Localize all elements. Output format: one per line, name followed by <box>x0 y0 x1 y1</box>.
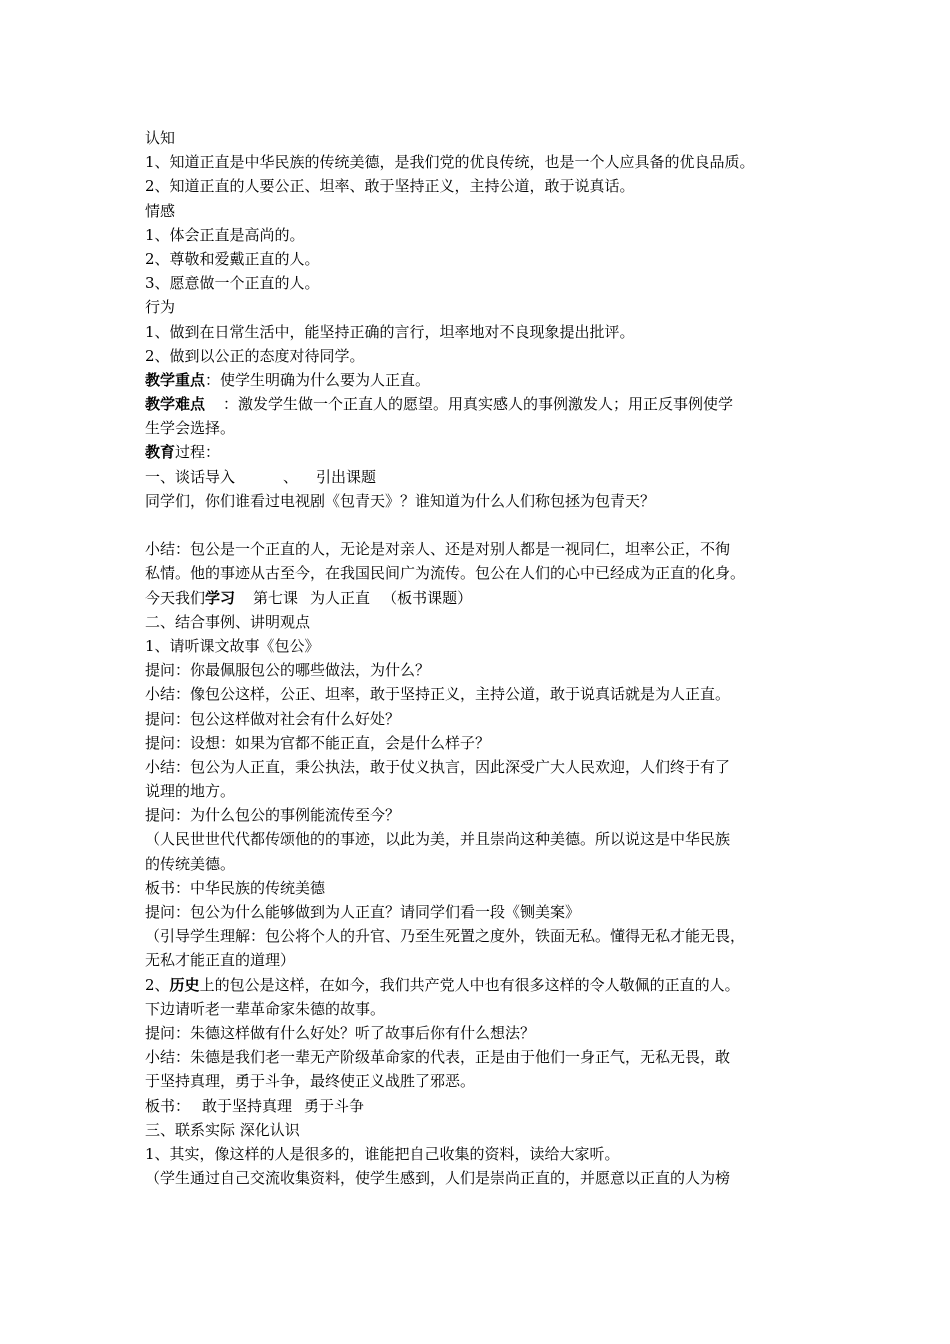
section2-line: （引导学生理解：包公将个人的升官、乃至生死置之度外，铁面无私。懂得无私才能无畏， <box>145 927 746 946</box>
section1-question: 同学们，你们谁看过电视剧《包青天》？谁知道为什么人们称包拯为包青天？ <box>145 491 656 510</box>
section2-line: 小结：朱德是我们老一辈无产阶级革命家的代表，正是由于他们一身正气，无私无畏，敢 <box>145 1048 731 1067</box>
behavior-heading: 行为 <box>145 298 176 317</box>
difficulty <box>145 392 835 416</box>
board-b: 勇于斗争 <box>304 1096 365 1115</box>
cognition-item-1: 1、知道正直是中华民族的传统美德，是我们党的优良传统，也是一个人应具备的优良品质。 <box>145 153 755 172</box>
section2-line: 提问：设想：如果为官都不能正直，会是什么样子？ <box>145 733 491 752</box>
process-label-rest: 过程： <box>175 443 221 462</box>
section2-line: 提问：为什么包公的事例能流传至今？ <box>145 806 401 825</box>
today-bold: 学习 <box>205 588 236 607</box>
section3-line: （学生通过自己交流收集资料，使学生感到，人们是崇尚正直的，并愿意以正直的人为榜 <box>145 1169 731 1188</box>
difficulty-text: ：激发学生做一个正直人的愿望。用真实感人的事例激发人；用正反事例使学 <box>223 395 734 414</box>
section1-summary-1: 小结：包公是一个正直的人，无论是对亲人、还是对别人都是一视同仁，坦率公正，不徇 <box>145 540 731 559</box>
board-label: 板书： <box>145 1096 191 1115</box>
history-pre: 2、 <box>145 975 170 994</box>
cognition-item-2: 2、知道正直的人要公正、坦率、敢于坚持正义，主持公道，敢于说真话。 <box>145 177 635 196</box>
document-page <box>145 126 835 1190</box>
blank-line <box>145 513 835 537</box>
section2-line: 提问：包公为什么能够做到为人正直？请同学们看一段《铡美案》 <box>145 903 581 921</box>
history-bold: 历史 <box>169 975 200 994</box>
history-rest: 上的包公是这样，在如今，我们共产党人中也有很多这样的令人敬佩的正直的人。 <box>199 975 740 994</box>
process-label-bold: 教育 <box>145 443 176 462</box>
emotion-item-2: 2、尊敬和爱戴正直的人。 <box>145 249 320 268</box>
process-heading <box>145 440 835 464</box>
section2-line: 小结：包公为人正直，秉公执法，敢于仗义执言，因此深受广大人民欢迎，人们终于有了 <box>145 757 731 776</box>
section3-line: 1、其实，像这样的人是很多的，谁能把自己收集的资料，读给大家听。 <box>145 1144 620 1163</box>
behavior-item-1: 1、做到在日常生活中，能坚持正确的言行，坦率地对不良现象提出批评。 <box>145 322 635 341</box>
key-point <box>145 368 835 392</box>
key-point-text: ：使学生明确为什么要为人正直。 <box>205 370 431 389</box>
emotion-heading: 情感 <box>145 201 176 220</box>
today-lesson: 第七课 <box>253 588 299 607</box>
cognition-heading: 认知 <box>145 129 176 147</box>
today-note: （板书课题） <box>382 588 473 607</box>
section2-line: 小结：像包公这样，公正、坦率，敢于坚持正义，主持公道，敢于说真话就是为人正直。 <box>145 685 731 704</box>
board-a: 敢于坚持真理 <box>202 1096 293 1115</box>
section2-line: 板书：中华民族的传统美德 <box>145 878 326 897</box>
difficulty-cont: 生学会选择。 <box>145 419 236 438</box>
today-pre: 今天我们 <box>145 588 206 607</box>
section1-heading-a: 一、谈话导入 <box>145 467 236 486</box>
section2-line: 下边请听老一辈革命家朱德的故事。 <box>145 999 386 1018</box>
section1-heading-b: 引出课题 <box>316 467 377 486</box>
section2-history <box>145 973 835 997</box>
section1-today <box>145 586 835 610</box>
section2-line: （人民世世代代都传颂他的的事迹，以此为美，并且崇尚这种美德。所以说这是中华民族 <box>145 830 731 849</box>
section2-line: 于坚持真理，勇于斗争，最终使正义战胜了邪恶。 <box>145 1072 476 1091</box>
section2-line: 的传统美德。 <box>145 854 236 873</box>
section2-heading: 二、结合事例、讲明观点 <box>145 612 311 631</box>
section2-line: 提问：朱德这样做有什么好处？听了故事后你有什么想法？ <box>145 1023 536 1042</box>
section3-heading: 三、联系实际 深化认识 <box>145 1120 300 1139</box>
key-point-label: 教学重点 <box>145 370 206 389</box>
section2-board <box>145 1094 835 1118</box>
section2-line: 提问：包公这样做对社会有什么好处？ <box>145 709 401 728</box>
section2-line: 提问：你最佩服包公的哪些做法，为什么？ <box>145 661 431 680</box>
emotion-item-1: 1、体会正直是高尚的。 <box>145 225 305 244</box>
behavior-item-2: 2、做到以公正的态度对待同学。 <box>145 346 365 365</box>
section2-line: 1、请听课文故事《包公》 <box>145 636 320 655</box>
section1-heading <box>145 465 835 489</box>
section1-summary-2: 私情。他的事迹从古至今，在我国民间广为流传。包公在人们的心中已经成为正直的化身。 <box>145 564 746 583</box>
section2-line: 无私才能正直的道理） <box>145 951 296 970</box>
section1-heading-sep: 、 <box>283 467 299 486</box>
today-title: 为人正直 <box>310 588 371 607</box>
emotion-item-3: 3、愿意做一个正直的人。 <box>145 274 320 293</box>
difficulty-label: 教学难点 <box>145 395 206 414</box>
section2-line: 说理的地方。 <box>145 782 236 801</box>
